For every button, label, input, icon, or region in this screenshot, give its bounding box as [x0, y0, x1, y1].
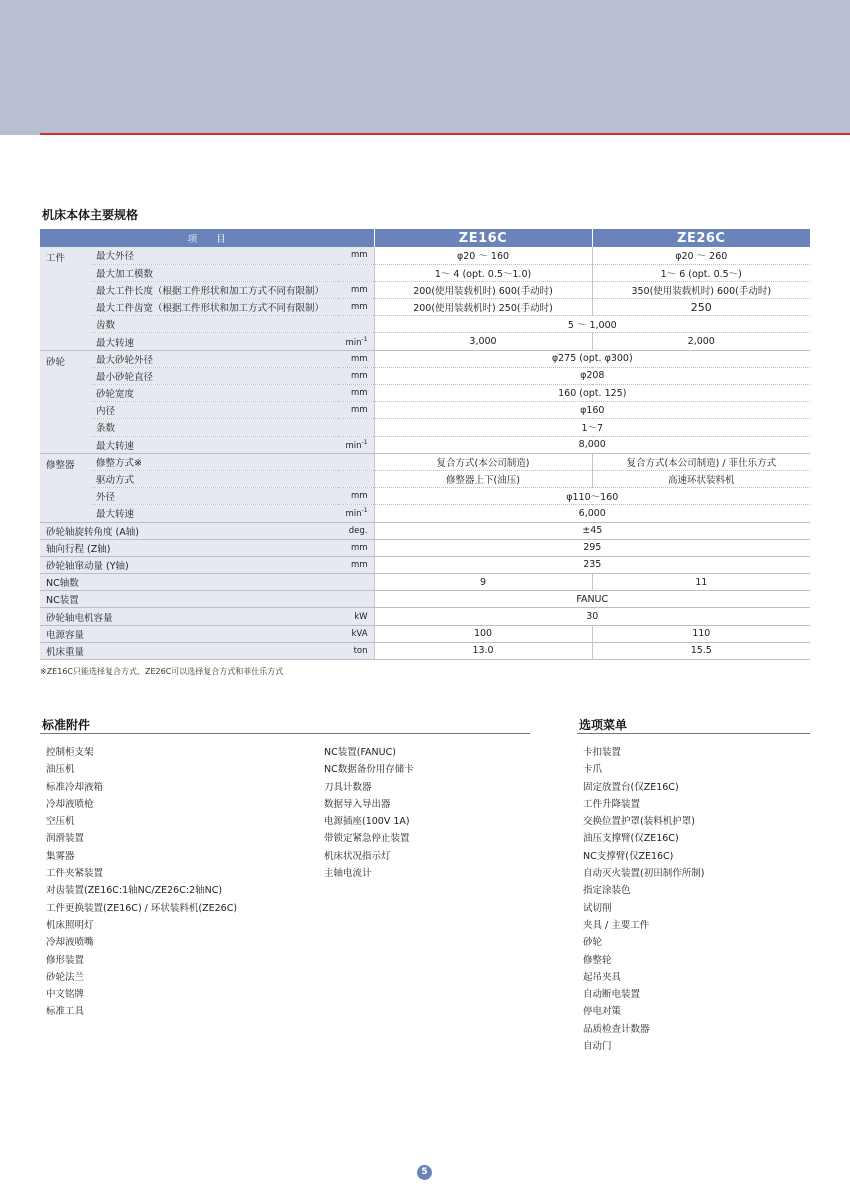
value-ze26c: 110	[592, 625, 810, 642]
standard-accessories-title: 标准附件	[42, 718, 91, 732]
row-label: 驱动方式	[92, 470, 338, 487]
unit-text: min	[345, 337, 362, 348]
value-ze16c: 100	[374, 625, 592, 642]
row-label: 电源容量	[40, 625, 338, 642]
header-accent-rule	[40, 133, 850, 135]
value-ze26c: 15.5	[592, 642, 810, 659]
value-ze26c: 350(使用装载机时) 600(手动时)	[592, 281, 810, 298]
table-row	[40, 281, 810, 298]
row-label: 条数	[92, 419, 338, 436]
spec-footnote: ※ZE16C只能选择复合方式、ZE26C可以选择复合方式和菲仕乐方式	[40, 667, 284, 676]
row-unit: mm	[338, 402, 374, 419]
table-row	[40, 299, 810, 316]
row-unit: mm	[338, 385, 374, 402]
list-item: 机床照明灯	[46, 919, 94, 931]
table-row	[40, 436, 810, 453]
list-item: 控制柜支架	[46, 747, 94, 758]
list-item: 砂轮法兰	[46, 971, 85, 983]
list-item: 自动灭火装置(初田制作所制)	[583, 868, 705, 880]
row-unit	[338, 505, 374, 522]
options-title-rule	[577, 733, 810, 734]
row-unit: mm	[338, 299, 374, 316]
header-band	[0, 0, 850, 135]
value-shared: φ275 (opt. φ300)	[374, 350, 810, 367]
list-item: 试切削	[583, 902, 612, 914]
row-unit: mm	[338, 247, 374, 264]
value-shared: φ160	[374, 402, 810, 419]
list-item: 自动断电装置	[583, 989, 641, 1001]
row-unit	[338, 436, 374, 453]
options-list	[583, 744, 704, 1055]
standard-list-column-2	[324, 744, 414, 882]
header-item-label: 项 目	[40, 229, 374, 247]
value-shared: φ110～160	[374, 488, 810, 505]
list-item: 机床状况指示灯	[324, 850, 391, 862]
row-label: 砂轮轴电机容量	[40, 608, 338, 625]
table-row	[40, 488, 810, 505]
list-item: 停电对策	[583, 1006, 622, 1018]
category-wheel: 砂轮	[40, 350, 92, 453]
table-row	[40, 247, 810, 264]
unit-text: min	[345, 509, 362, 520]
value-shared: 8,000	[374, 436, 810, 453]
table-row	[40, 453, 810, 470]
table-row	[40, 625, 810, 642]
table-row	[40, 350, 810, 367]
table-row	[40, 522, 810, 539]
value-shared: φ208	[374, 367, 810, 384]
page-number-badge: 5	[417, 1165, 432, 1180]
spec-table-header	[40, 229, 810, 247]
row-label: 机床重量	[40, 642, 338, 659]
value-ze16c: 修整器上下(油压)	[374, 470, 592, 487]
list-item: 标准冷却液箱	[46, 781, 104, 793]
table-row	[40, 591, 810, 608]
row-label: 砂轮轴旋转角度 (A轴)	[40, 522, 338, 539]
row-unit: ton	[338, 642, 374, 659]
value-ze16c: 复合方式(本公司制造)	[374, 453, 592, 470]
row-unit: mm	[338, 367, 374, 384]
row-unit: mm	[338, 350, 374, 367]
table-row	[40, 385, 810, 402]
table-row	[40, 505, 810, 522]
value-shared: FANUC	[374, 591, 810, 608]
list-item: 集雾器	[46, 850, 75, 862]
value-ze16c: φ20 ～ 160	[374, 247, 592, 264]
value-ze26c: 250	[592, 299, 810, 316]
row-unit	[338, 264, 374, 281]
value-shared: ±45	[374, 522, 810, 539]
unit-text: min	[345, 440, 362, 451]
list-item: 对齿装置(ZE16C:1轴NC/ZE26C:2轴NC)	[46, 885, 223, 897]
row-label: NC轴数	[40, 574, 338, 591]
options-title: 选项菜单	[579, 718, 628, 732]
table-row	[40, 402, 810, 419]
category-workpiece: 工件	[40, 247, 92, 350]
row-unit	[338, 591, 374, 608]
row-label: 修整方式※	[92, 453, 338, 470]
row-label: 轴向行程 (Z轴)	[40, 539, 338, 556]
table-row	[40, 333, 810, 350]
list-item: 工件夹紧装置	[46, 868, 104, 880]
value-ze16c: 9	[374, 574, 592, 591]
list-item: 卡爪	[583, 764, 603, 776]
row-unit	[338, 453, 374, 470]
value-ze16c: 13.0	[374, 642, 592, 659]
value-ze16c: 1～ 4 (opt. 0.5～1.0)	[374, 264, 592, 281]
list-item: 数据导入导出器	[324, 798, 391, 810]
list-item: NC装置(FANUC)	[324, 747, 396, 758]
table-row	[40, 264, 810, 281]
row-unit	[338, 316, 374, 333]
row-unit	[338, 470, 374, 487]
list-item: 冷却液喷枪	[46, 798, 94, 810]
list-item: 起吊夹具	[583, 971, 622, 983]
spec-table	[40, 229, 810, 660]
value-shared: 30	[374, 608, 810, 625]
table-row	[40, 470, 810, 487]
header-model-ze16c: ZE16C	[374, 229, 592, 247]
row-label: 最大加工模数	[92, 264, 338, 281]
table-row	[40, 316, 810, 333]
value-shared: 1～7	[374, 419, 810, 436]
list-item: 自动门	[583, 1041, 612, 1053]
unit-superscript: -1	[361, 507, 368, 515]
list-item: 油压支撑臂(仅ZE16C)	[583, 833, 679, 845]
row-unit: kW	[338, 608, 374, 625]
table-row	[40, 367, 810, 384]
row-label: NC装置	[40, 591, 338, 608]
unit-superscript: -1	[361, 438, 368, 446]
value-ze26c: 11	[592, 574, 810, 591]
list-item: 空压机	[46, 816, 75, 828]
list-item: NC数据备份用存储卡	[324, 764, 414, 776]
standard-list-column-1	[46, 744, 237, 1021]
list-item: 标准工具	[46, 1006, 85, 1018]
value-shared: 5 ～ 1,000	[374, 316, 810, 333]
list-item: 工件升降装置	[583, 798, 641, 810]
value-shared: 235	[374, 556, 810, 573]
value-ze26c: 高速环状装料机	[592, 470, 810, 487]
list-item: 刀具计数器	[324, 781, 372, 793]
list-item: 指定涂装色	[583, 885, 631, 897]
value-ze26c: 复合方式(本公司制造) / 菲仕乐方式	[592, 453, 810, 470]
row-label: 最大转速	[92, 505, 338, 522]
table-row	[40, 608, 810, 625]
row-label: 外径	[92, 488, 338, 505]
list-item: 带锁定紧急停止装置	[324, 833, 410, 845]
list-item: 夹具 / 主要工件	[583, 919, 650, 931]
list-item: 中文铭牌	[46, 989, 85, 1001]
list-item: 主轴电流计	[324, 868, 372, 880]
value-shared: 6,000	[374, 505, 810, 522]
list-item: NC支撑臂(仅ZE16C)	[583, 850, 674, 862]
unit-superscript: -1	[361, 335, 368, 343]
list-item: 交换位置护罩(装料机护罩)	[583, 816, 695, 828]
list-item: 工件更换装置(ZE16C) / 环状装料机(ZE26C)	[46, 902, 238, 914]
row-unit	[338, 419, 374, 436]
row-unit	[338, 333, 374, 350]
value-ze26c: 1～ 6 (opt. 0.5～)	[592, 264, 810, 281]
row-unit: mm	[338, 556, 374, 573]
row-unit: deg.	[338, 522, 374, 539]
table-row	[40, 556, 810, 573]
row-unit: mm	[338, 281, 374, 298]
row-label: 最大转速	[92, 436, 338, 453]
list-item: 冷却液喷嘴	[46, 937, 94, 949]
list-item: 固定放置台(仅ZE16C)	[583, 781, 679, 793]
row-unit: mm	[338, 539, 374, 556]
row-unit	[338, 574, 374, 591]
row-label: 最大工件齿宽（根据工件形状和加工方式不同有限制）	[92, 299, 338, 316]
header-model-ze26c: ZE26C	[592, 229, 810, 247]
list-item: 砂轮	[583, 937, 603, 949]
row-label: 最大工件长度（根据工件形状和加工方式不同有限制）	[92, 281, 338, 298]
row-label: 最大转速	[92, 333, 338, 350]
row-unit: mm	[338, 488, 374, 505]
list-item: 修整轮	[583, 954, 612, 966]
row-label: 砂轮轴窜动量 (Y轴)	[40, 556, 338, 573]
row-label: 砂轮宽度	[92, 385, 338, 402]
table-row	[40, 419, 810, 436]
category-dresser: 修整器	[40, 453, 92, 522]
list-item: 电源插座(100V 1A)	[324, 816, 410, 828]
list-item: 卡扣装置	[583, 747, 622, 758]
value-ze26c: φ20 ～ 260	[592, 247, 810, 264]
table-row	[40, 642, 810, 659]
table-row	[40, 574, 810, 591]
value-shared: 160 (opt. 125)	[374, 385, 810, 402]
value-ze26c: 2,000	[592, 333, 810, 350]
value-shared: 295	[374, 539, 810, 556]
row-label: 内径	[92, 402, 338, 419]
list-item: 修形装置	[46, 954, 85, 966]
row-label: 齿数	[92, 316, 338, 333]
spec-section-title: 机床本体主要规格	[42, 208, 139, 222]
value-ze16c: 3,000	[374, 333, 592, 350]
list-item: 油压机	[46, 764, 75, 776]
list-item: 润滑装置	[46, 833, 85, 845]
table-row	[40, 539, 810, 556]
value-ze16c: 200(使用装载机时) 250(手动时)	[374, 299, 592, 316]
row-label: 最大外径	[92, 247, 338, 264]
list-item: 品质检查计数器	[583, 1023, 650, 1035]
row-label: 最小砂轮直径	[92, 367, 338, 384]
value-ze16c: 200(使用装载机时) 600(手动时)	[374, 281, 592, 298]
row-unit: kVA	[338, 625, 374, 642]
row-label: 最大砂轮外径	[92, 350, 338, 367]
standard-title-rule	[40, 733, 530, 734]
